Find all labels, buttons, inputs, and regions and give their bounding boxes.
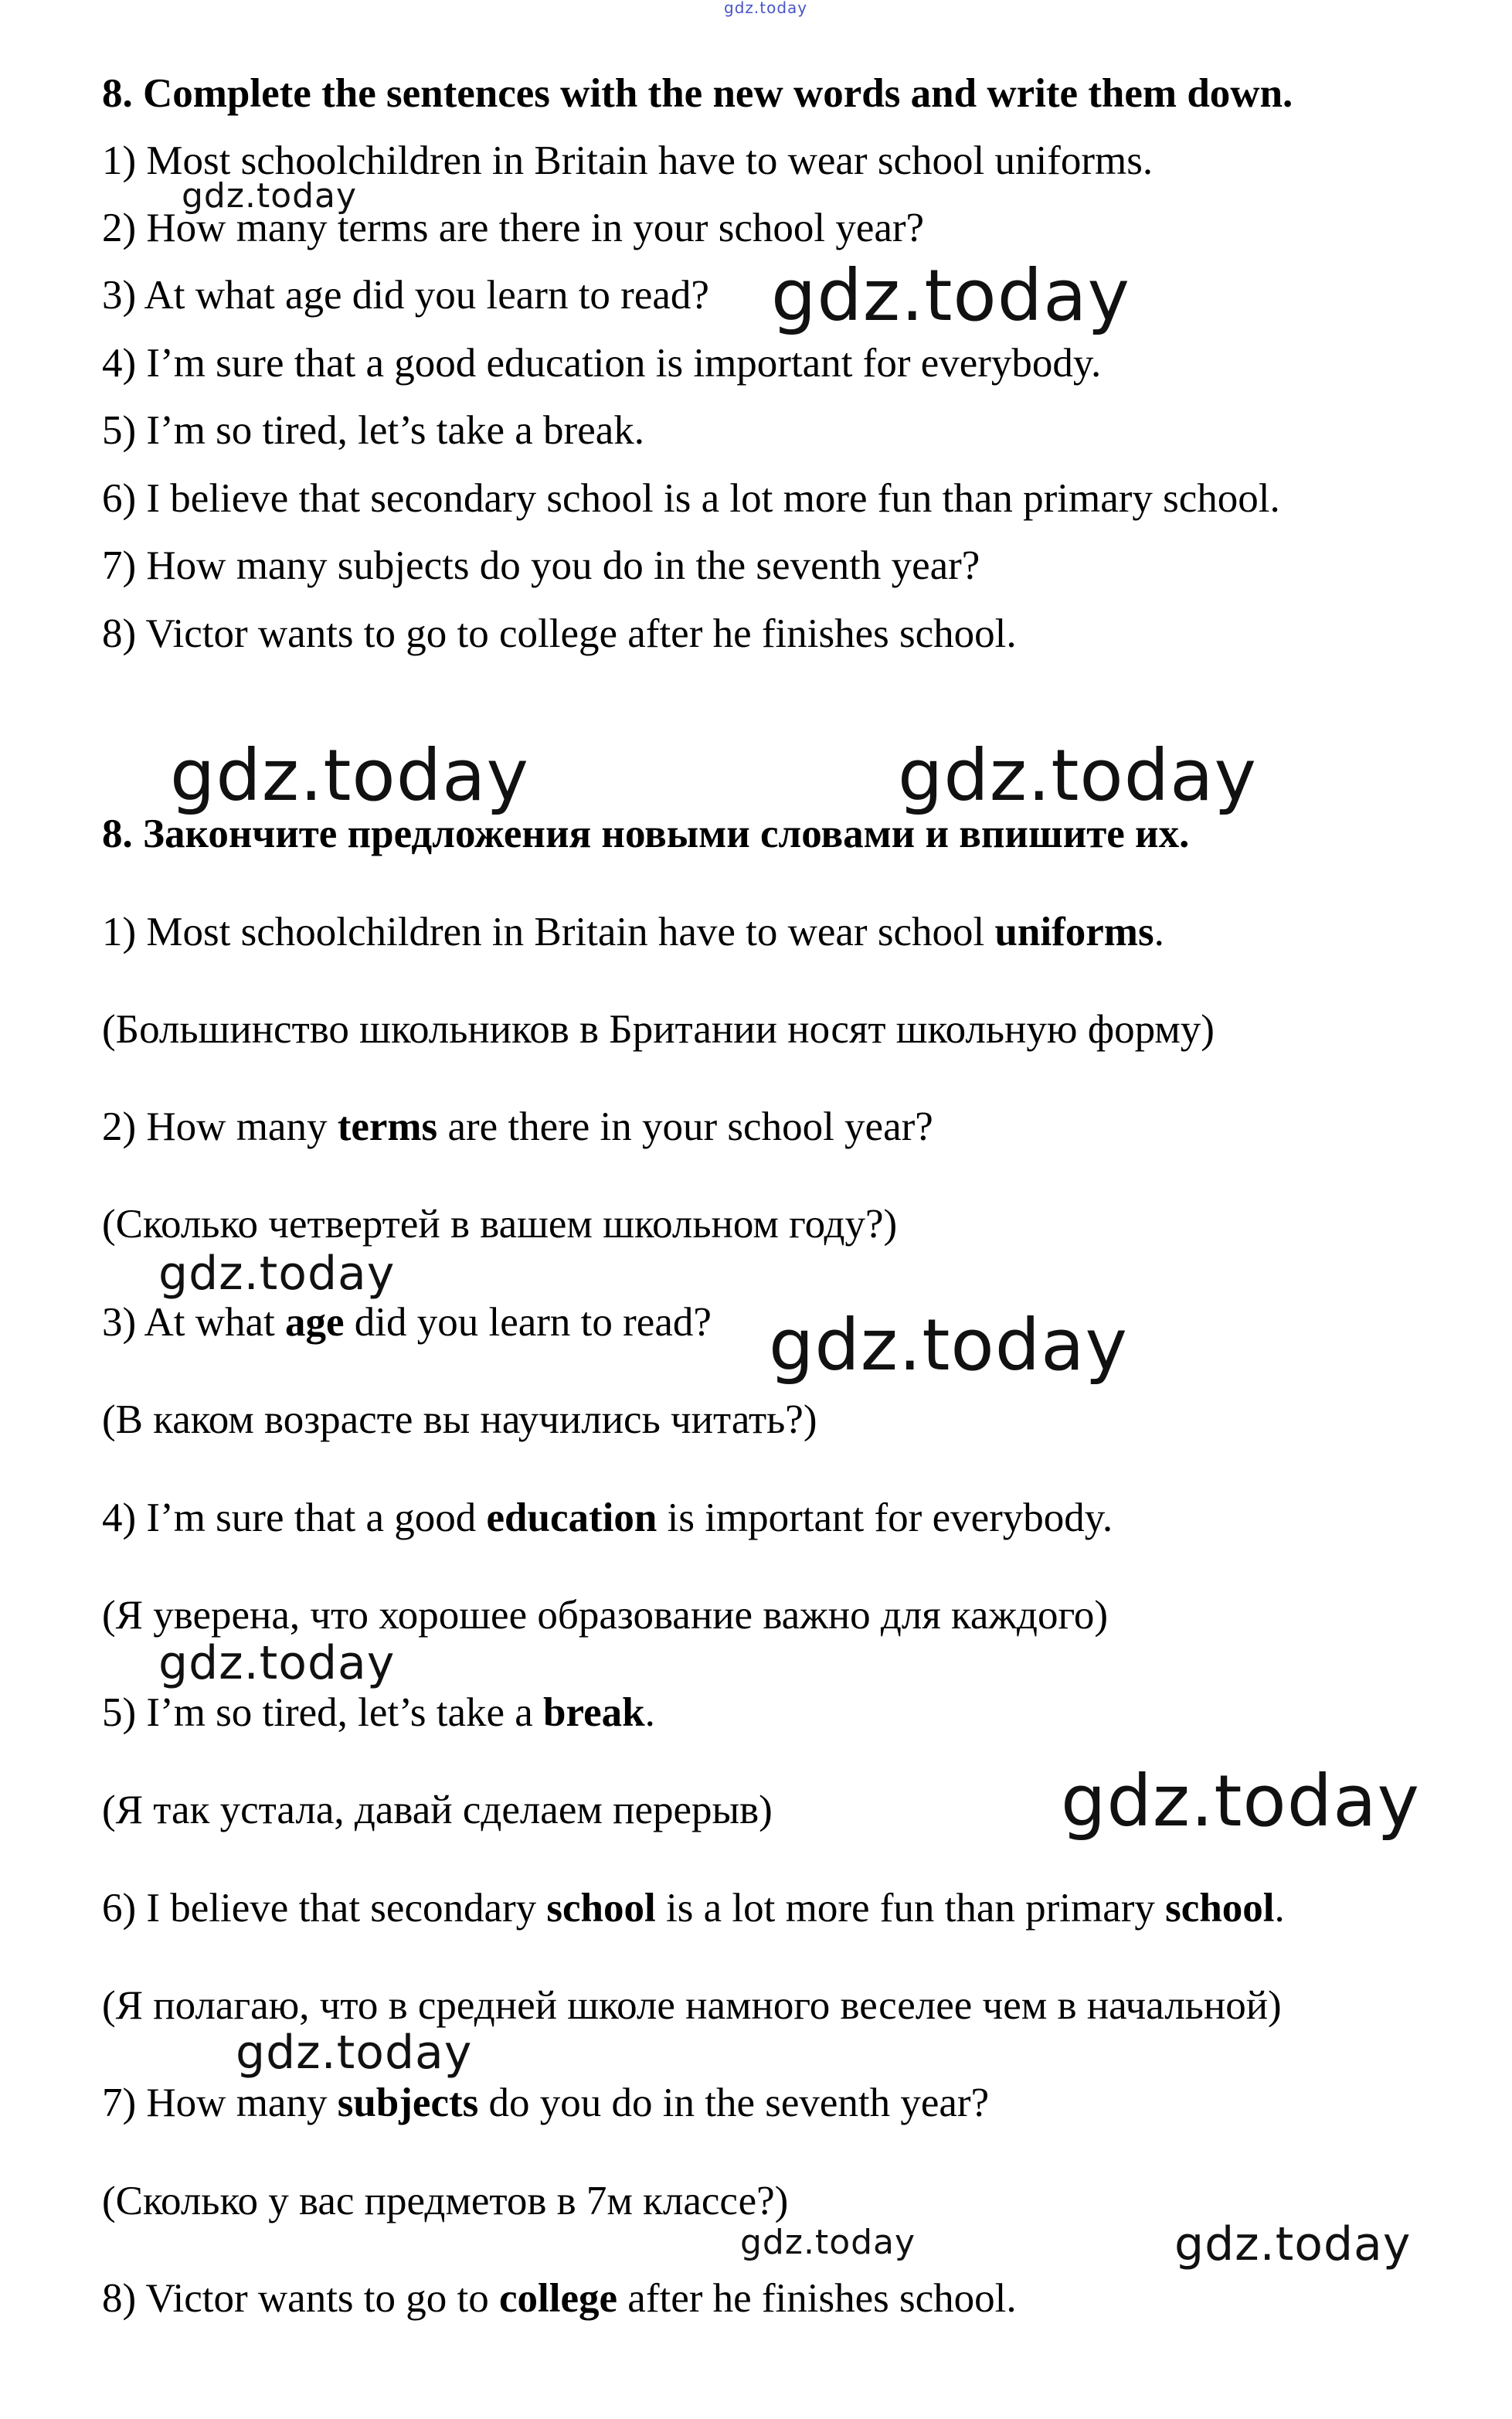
- answer-word: break: [543, 1690, 645, 1735]
- answer-word: college: [499, 2276, 618, 2321]
- translation-1: (Большинство школьников в Британии носят школьную форму): [102, 1007, 1215, 1052]
- sentence-3: 3) At what age did you learn to read?: [102, 273, 709, 318]
- sentence-4: 4) I’m sure that a good education is important for everybody.: [102, 341, 1102, 386]
- watermark: gdz.today: [771, 254, 1130, 337]
- answer-text: is a lot more fun than primary: [655, 1886, 1166, 1931]
- translation-2: (Сколько четвертей в вашем школьном году?): [102, 1202, 898, 1247]
- watermark: gdz.today: [898, 734, 1257, 817]
- answer-5: [102, 1689, 655, 1737]
- watermark: gdz.today: [170, 734, 529, 817]
- answer-text: 5) I’m so tired, let’s take a: [102, 1690, 544, 1735]
- exercise-heading-ru: 8. Закончите предложения новыми словами и впишите их.: [102, 811, 1190, 856]
- watermark: gdz.today: [236, 2026, 473, 2080]
- watermark: gdz.today: [158, 1636, 396, 1690]
- answer-text: .: [1154, 910, 1164, 954]
- translation-7: (Сколько у вас предметов в 7м классе?): [102, 2179, 789, 2223]
- watermark: gdz.today: [769, 1304, 1128, 1386]
- sentence-7: 7) How many subjects do you do in the seventh year?: [102, 543, 980, 588]
- exercise-heading-en: 8. Complete the sentences with the new words and write them down.: [102, 71, 1293, 116]
- answer-1: [102, 908, 1164, 956]
- answer-text: 4) I’m sure that a good: [102, 1495, 487, 1540]
- translation-6: (Я полагаю, что в средней школе намного веселее чем в начальной): [102, 1983, 1282, 2028]
- answer-word: terms: [337, 1104, 438, 1149]
- answer-2: [102, 1103, 933, 1151]
- answer-text: 6) I believe that secondary: [102, 1886, 547, 1931]
- sentence-1: 1) Most schoolchildren in Britain have to wear school uniforms.: [102, 138, 1154, 183]
- answer-word: uniforms: [994, 910, 1154, 954]
- watermark: gdz.today: [740, 2223, 916, 2262]
- answer-7: [102, 2079, 989, 2127]
- sentence-6: 6) I believe that secondary school is a lot more fun than primary school.: [102, 476, 1280, 521]
- sentence-2: 2) How many terms are there in your school year?: [102, 206, 925, 250]
- watermark: gdz.today: [158, 1247, 396, 1301]
- answer-text: are there in your school year?: [437, 1104, 933, 1149]
- answer-text: do you do in the seventh year?: [478, 2080, 990, 2125]
- answer-text: .: [1274, 1886, 1285, 1931]
- answer-text: 3) At what: [102, 1300, 285, 1345]
- answer-3: [102, 1298, 712, 1346]
- answer-text: 2) How many: [102, 1104, 338, 1149]
- answer-text: .: [644, 1690, 655, 1735]
- translation-3: (В каком возрасте вы научились читать?): [102, 1397, 817, 1442]
- answer-word: subjects: [337, 2080, 479, 2125]
- watermark: gdz.today: [1061, 1760, 1420, 1842]
- answer-text: 8) Victor wants to go to: [102, 2276, 500, 2321]
- answer-word: school: [546, 1886, 656, 1931]
- answer-text: after he finishes school.: [617, 2276, 1017, 2321]
- answer-text: 1) Most schoolchildren in Britain have to wear school: [102, 910, 995, 954]
- sentence-8: 8) Victor wants to go to college after he finishes school.: [102, 611, 1017, 656]
- answer-text: is important for everybody.: [657, 1495, 1113, 1540]
- watermark: gdz.today: [1174, 2217, 1412, 2271]
- sentence-5: 5) I’m so tired, let’s take a break.: [102, 408, 644, 453]
- watermark-top: gdz.today: [724, 0, 808, 17]
- answer-8: [102, 2274, 1017, 2322]
- translation-4: (Я уверена, что хорошее образование важно для каждого): [102, 1593, 1109, 1638]
- answer-word: school: [1165, 1886, 1275, 1931]
- answer-text: 7) How many: [102, 2080, 338, 2125]
- answer-4: [102, 1494, 1113, 1542]
- answer-word: education: [486, 1495, 657, 1540]
- watermark: gdz.today: [182, 176, 358, 216]
- answer-word: age: [285, 1300, 345, 1345]
- translation-5: (Я так устала, давай сделаем перерыв): [102, 1788, 773, 1832]
- answer-6: [102, 1884, 1285, 1932]
- answer-text: did you learn to read?: [344, 1300, 712, 1345]
